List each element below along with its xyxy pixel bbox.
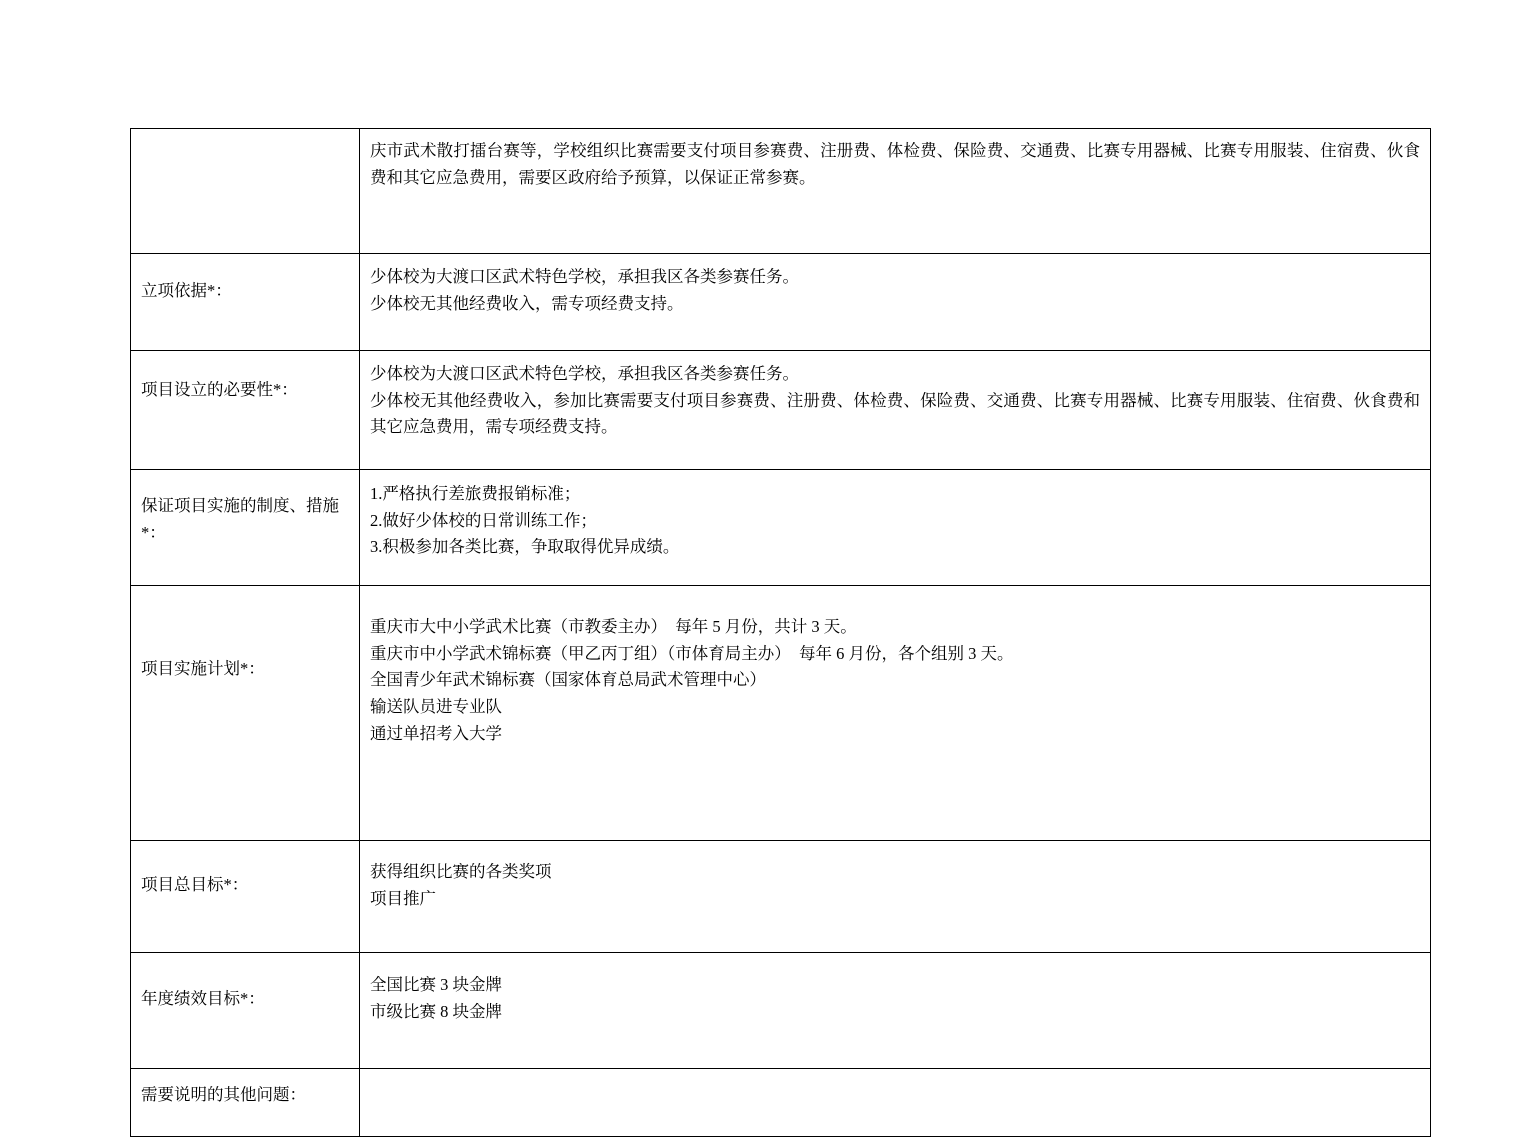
row-value-other [360,1069,1431,1137]
row-value-line: 重庆市中小学武术锦标赛（甲乙丙丁组）（市体育局主办） 每年 6 月份，各个组别 3 天。 [370,643,1014,663]
row-label-other [131,1069,360,1137]
table-row-goal [131,841,1431,953]
row-label-text: 立项依据*： [141,281,232,300]
table-row-annual [131,953,1431,1069]
row-label-goal [131,841,360,953]
row-value-line: 获得组织比赛的各类奖项 [370,862,552,881]
row-value-intro [360,129,1431,254]
row-value-line: 重庆市大中小学武术比赛（市教委主办） 每年 5 月份，共计 3 天。 [370,617,857,636]
row-value-line: 全国比赛 3 块金牌 [370,975,502,994]
row-value-annual [360,953,1431,1069]
project-form-table [130,128,1431,1137]
row-value-plan [360,586,1431,841]
row-value-basis [360,254,1431,351]
row-value-line: 项目推广 [370,888,436,908]
row-value-line: 少体校无其他经费收入，需专项经费支持。 [370,293,684,313]
table-row-measures [131,470,1431,586]
row-label-measures [131,470,360,586]
row-value-line: 输送队员进专业队 [370,697,502,717]
row-value-line: 庆市武术散打擂台赛等，学校组织比赛需要支付项目参赛费、注册费、体检费、保险费、交通费、比赛专用器械、比赛专用服装、住宿费、伙食费和其它应急费用，需要区政府给予预算，以保证正常参赛。 [370,141,1420,187]
row-value-line: 2.做好少体校的日常训练工作； [370,510,597,530]
row-value-line: 少体校无其他经费收入，参加比赛需要支付项目参赛费、注册费、体检费、保险费、交通费、比赛专用器械、比赛专用服装、住宿费、伙食费和其它应急费用，需专项经费支持。 [370,390,1420,437]
row-label-plan [131,586,360,841]
table-row-other [131,1069,1431,1137]
row-label-text: 项目总目标*： [141,875,249,894]
row-value-line: 少体校为大渡口区武术特色学校，承担我区各类参赛任务。 [370,267,799,286]
row-value-line: 全国青少年武术锦标赛（国家体育总局武术管理中心） [370,670,766,690]
table-row-necessity [131,351,1431,470]
row-label-text: 项目设立的必要性*： [141,380,298,399]
row-value-line: 市级比赛 8 块金牌 [370,1001,502,1021]
row-label-text: 需要说明的其他问题： [141,1085,306,1104]
row-value-measures [360,470,1431,586]
row-label-intro [131,129,360,254]
row-value-necessity [360,351,1431,470]
row-label-necessity [131,351,360,470]
row-value-line: 3.积极参加各类比赛，争取取得优异成绩。 [370,537,680,557]
row-value-line: 1.严格执行差旅费报销标准； [370,484,581,503]
row-value-goal [360,841,1431,953]
form-table-body [131,129,1431,1137]
table-row-basis [131,254,1431,351]
row-label-basis [131,254,360,351]
row-label-text: 保证项目实施的制度、措施*： [141,496,339,542]
row-value-line: 通过单招考入大学 [370,723,502,743]
row-value-line: 少体校为大渡口区武术特色学校，承担我区各类参赛任务。 [370,364,799,383]
table-row-intro [131,129,1431,254]
row-label-annual [131,953,360,1069]
row-label-text: 项目实施计划*： [141,659,265,678]
row-label-text: 年度绩效目标*： [141,989,265,1008]
table-row-plan [131,586,1431,841]
